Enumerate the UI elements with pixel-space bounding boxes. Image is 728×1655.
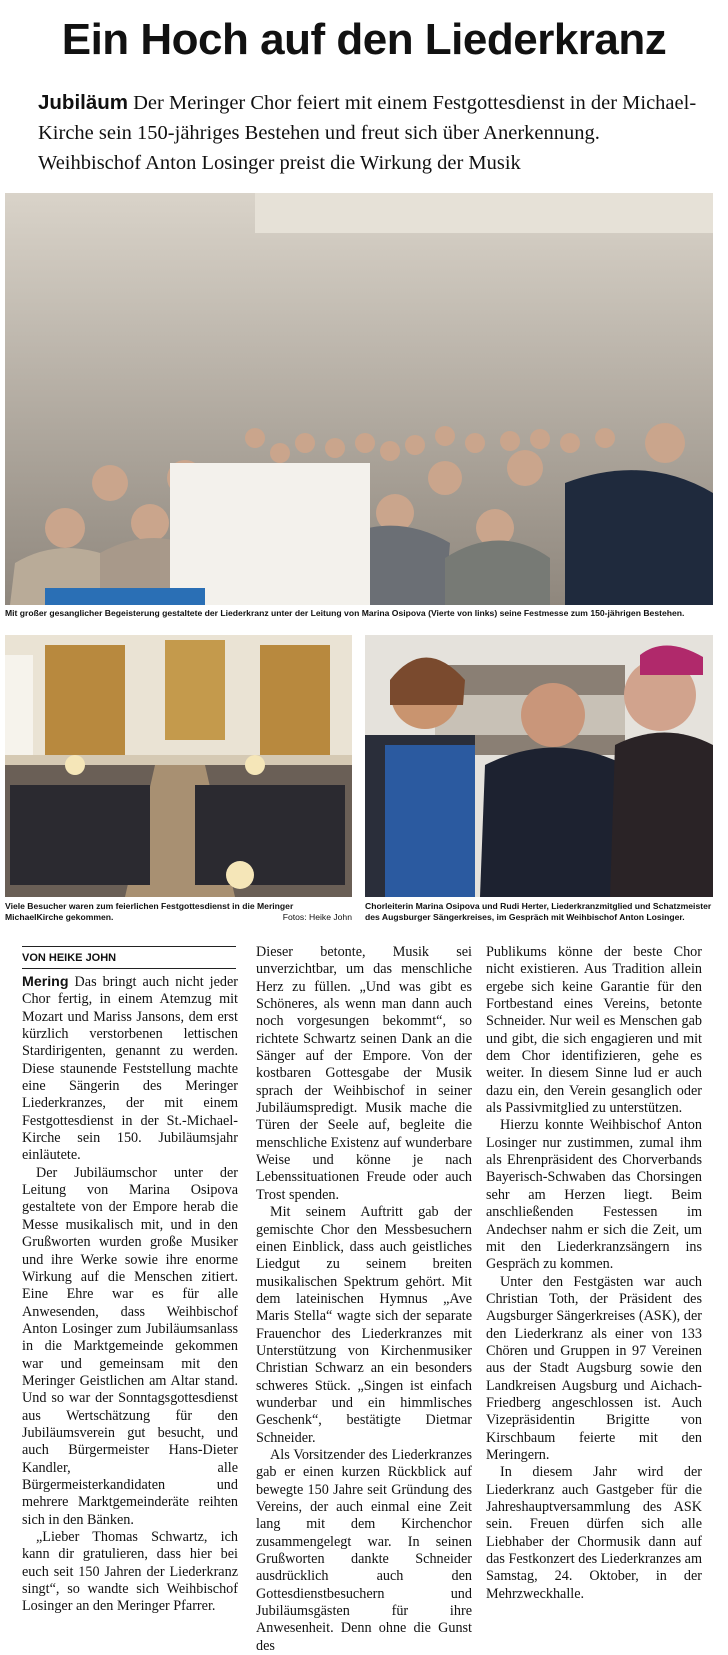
paragraph: In diesem Jahr wird der Liederkranz auch Gastgeber für die Jahreshauptversammlung des ASK sein. Freuen dürfen sich alle Liebhaber der Chormusik dann auf das Festkonzert des Liederkranzes am Samstag, 24. Oktober, in der Mehrzweckhalle. [486, 1464, 702, 1602]
church-interior-photo [5, 635, 352, 897]
byline: VON HEIKE JOHN [22, 946, 236, 969]
choir-photo [5, 193, 713, 605]
article-column-3 [486, 944, 702, 1603]
paragraph: Dieser betonte, Musik sei unverzichtbar, um das menschliche Herz zu füllen. „Und was gibt es Schöneres, als wenn man dann auch noch vorgesungen bekommt“, so richtete Schwartz seinen Dank an die Sänger auf der Empore. Von der kostbaren Gottesgabe der Musik sprach der Weihbischof in seiner Jubiläumspredigt. Musik mache die Türen der Seele auf, begleite die menschliche Existenz auf wunderbare Weise und könne je nach Lebenssituationen Freude oder auch Trost spenden. [256, 944, 472, 1203]
photo-credit: Fotos: Heike John [282, 912, 352, 922]
article-headline: Ein Hoch auf den Liederkranz [61, 15, 667, 64]
paragraph: Als Vorsitzender des Liederkranzes gab er einen kurzen Rückblick auf bewegte 150 Jahre seit Gründung des Vereins, der auch einmal eine Zeit lang mit dem Kirchenchor zusammengelegt war. In seinen Grußworten dankte Schneider ausdrücklich auch den Gottesdienstbesuchern und Jubiläumsgästen für ihre Anwesenheit. Denn ohne die Gunst des [256, 1446, 472, 1654]
article-lead [38, 88, 698, 178]
paragraph: Mit seinem Auftritt gab der gemischte Chor den Messbesuchern einen Einblick, dass auch geistliches Liedgut zu seinem breiten musikalischen Spektrum gehört. Mit dem lateinischen Hymnus „Ave Maris Stella“ wagte sich der separate Frauenchor des Liederkranzes mit Unterstützung von Kirchenmusiker Christian Schwarz an ein besonders schweres Stück. „Singen ist einfach wunderbar und ein himmlisches Geschenk“, bestätigte Dietmar Schneider. [256, 1204, 472, 1446]
church-photo-caption [5, 901, 352, 923]
lead-text: Der Meringer Chor feiert mit einem Festgottesdienst in der Michael-Kirche sein 150-jähriges Bestehen und freut sich über Anerkennung. Weihbischof Anton Losinger preist die Wirkung der Musik [38, 92, 697, 174]
guests-photo-caption: Chorleiterin Marina Osipova und Rudi Herter, Liederkranzmitglied und Schatzmeister des Augsburger Sängerkreises, im Gespräch mit Weihbischof Anton Losinger. [365, 901, 712, 922]
guests-photo [365, 635, 713, 897]
paragraph: „Lieber Thomas Schwartz, ich kann dir gratulieren, dass hier bei euch seit 150 Jahren der Liederkranz singt“, so wandte sich Weihbischof Losinger an den Meringer Pfarrer. [22, 1529, 238, 1615]
paragraph: Publikums könne der beste Chor nicht existieren. Aus Tradition allein ergebe sich keine Garantie für den Fortbestand eines Vereins, betonte Schneider. Nur weil es Menschen gab und gibt, die sich engagieren und mit dem Chor identifizieren, gehe es weiter. In diesem Sinne lud er auch dazu ein, den Verein gesanglich oder als Passivmitglied zu unterstützen. [486, 944, 702, 1117]
paragraph: Unter den Festgästen war auch Christian Toth, der Präsident des Augsburger Sängerkreises (ASK), der den Liederkranz als einer von 133 Chören und Gruppen in 97 Vereinen aus der Stadt Augsburg sowie den Landkreisen Augsburg und Aichach-Friedberg angeschlossen ist. Auch Vizepräsidentin Brigitte von Kirschbaum feierte mit den Meringern. [486, 1273, 702, 1463]
dateline-place: Mering [22, 974, 69, 990]
article-column-1 [22, 974, 238, 1616]
paragraph: Hierzu konnte Weihbischof Anton Losinger nur zustimmen, zumal ihm als Ehrenpräsident des Chorverbands Bayerisch-Schwaben das Chorsingen sehr am Herzen liegt. Beim anschließenden Festessen im Andechser nahm er sich die Zeit, um mit den Liederkranzsängern ins Gespräch zu kommen. [486, 1117, 702, 1273]
church-caption-text: Viele Besucher waren zum feierlichen Festgottesdienst in die Meringer MichaelKirche gekommen. [5, 901, 294, 922]
paragraph-text: Das bringt auch nicht jeder Chor fertig, in einem Atemzug mit Mozart und Mariss Jansons, dem erst kürzlich verstorbenen lettischen Stardirigenten, genannt zu werden. Diese staunende Feststellung machte eine Sängerin des Meringer Liederkranzes, der mit einem Festgottesdienst in der St.-Michael-Kirche sein 150. Jubiläumsjahr einläutete. [22, 974, 239, 1164]
paragraph: Der Jubiläumschor unter der Leitung von Marina Osipova gestaltete von der Empore herab die Messe musikalisch mit, und in den Grußworten wurden große Musiker und ihre Werke sowie ihre enorme Wirkung auf die Menschen zitiert. Eine Ehre war es für alle Anwesenden, dass Weihbischof Anton Losinger zum Jubiläumsanlass in die Marktgemeinde gekommen war und gemeinsam mit den Meringer Geistlichen am Altar stand. Und so war der Sonntagsgottesdienst aus Wertschätzung für den Jubiläumsverein gut besucht, und auch Bürgermeister Hans-Dieter Kandler, alle Bürgermeisterkandidaten und mehrere Marktgemeinderäte reihten sich in den Bänken. [22, 1164, 238, 1528]
choir-photo-caption: Mit großer gesanglicher Begeisterung gestaltete der Liederkranz unter der Leitung von Marina Osipova (Vierte von links) seine Festmesse zum 150-jährigen Bestehen. [5, 608, 685, 618]
article-column-2 [256, 944, 472, 1655]
paragraph [22, 974, 238, 1165]
article-kicker: Jubiläum [38, 91, 128, 114]
